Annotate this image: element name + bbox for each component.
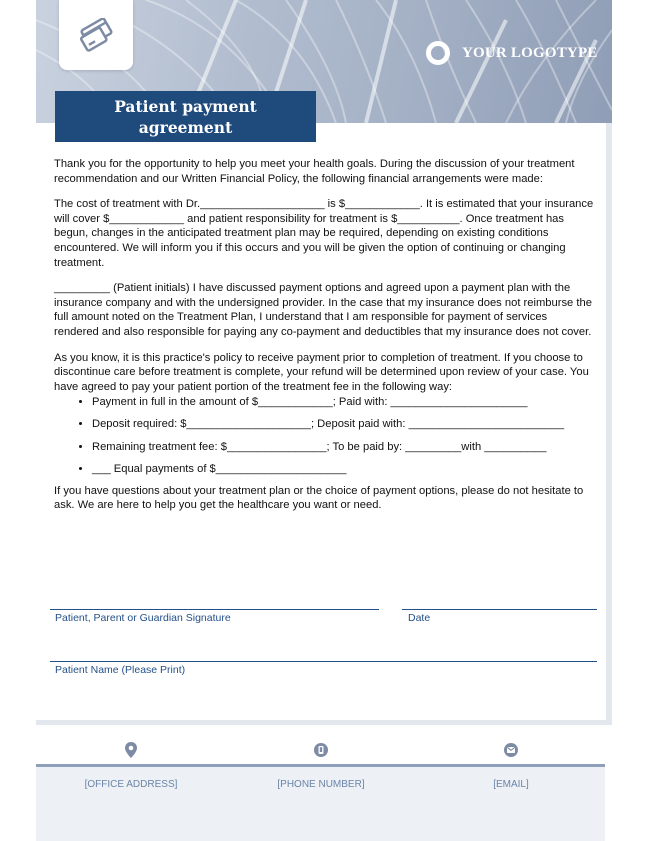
footer — [36, 725, 605, 841]
phone-number: [PHONE NUMBER] — [277, 779, 365, 790]
office-address: [OFFICE ADDRESS] — [84, 779, 178, 790]
payment-option-deposit: • Deposit required: $____________________; Deposit paid with: _________________________ — [92, 417, 594, 432]
agreement-body — [54, 157, 594, 524]
intro-paragraph: Thank you for the opportunity to help you meet your health goals. During the discussion of your treatment recommendation and our Written Financial Policy, the following financial arrangements were made: — [54, 158, 575, 185]
payment-option-remaining: • Remaining treatment fee: $________________; To be paid by: _________with __________ — [92, 440, 594, 455]
credit-card-icon — [76, 18, 116, 52]
date-label: Date — [408, 612, 431, 624]
location-pin-icon — [123, 741, 139, 759]
document-page — [36, 0, 606, 720]
footer-divider — [36, 764, 605, 767]
phone-icon — [313, 741, 329, 759]
closing-paragraph: If you have questions about your treatment plan or the choice of payment options, please do not hesitate to ask. We are here to help you get the healthcare you want or need. — [54, 484, 584, 512]
page-title — [55, 91, 316, 142]
patient-name-line[interactable] — [50, 661, 597, 662]
email-icon — [503, 741, 519, 759]
payment-option-installments: • ___ Equal payments of $_____________________ — [92, 462, 594, 477]
signature-label: Patient, Parent or Guardian Signature — [55, 612, 231, 624]
title-line-1: Patient payment — [114, 97, 257, 116]
logotype — [426, 36, 598, 70]
date-line[interactable] — [402, 609, 597, 610]
title-line-2: agreement — [138, 118, 233, 137]
payment-options-list — [54, 395, 594, 476]
logotype-text: YOUR LOGOTYPE — [462, 44, 598, 61]
policy-paragraph: As you know, it is this practice's policy to receive payment prior to completion of treatment. If you choose to discontinue care before treatment is complete, your refund will be determined upon review of your case. You have agreed to pay your patient portion of the treatment fee in the following way: — [54, 351, 589, 393]
cost-paragraph: The cost of treatment with Dr.____________________ is $____________. It is estimated that your insurance will cover $____________ and patient responsibility for treatment is $__________. Once treatment has begun, changes in the anticipated treatment plan may be required, depending on existing conditions encountered. We will inform you if this occurs and you will be given the option of continuing or changing treatment. — [54, 198, 594, 269]
signature-line[interactable] — [50, 609, 379, 610]
logo-tile — [59, 0, 133, 70]
patient-name-label: Patient Name (Please Print) — [55, 664, 186, 676]
email-address: [EMAIL] — [493, 779, 529, 790]
payment-option-full: • Payment in full in the amount of $____________; Paid with: ______________________ — [92, 395, 594, 410]
initials-paragraph: _________ (Patient initials) I have discussed payment options and agreed upon a payment plan with the insurance company and with the undersigned provider. In the case that my insurance does not reimburse the full amount noted on the Treatment Plan, I understand that I am responsible for payment of services rendered and also responsible for paying any co-payment and deductibles that my insurance does not cover. — [54, 282, 592, 338]
logo-ring-icon — [426, 41, 450, 65]
